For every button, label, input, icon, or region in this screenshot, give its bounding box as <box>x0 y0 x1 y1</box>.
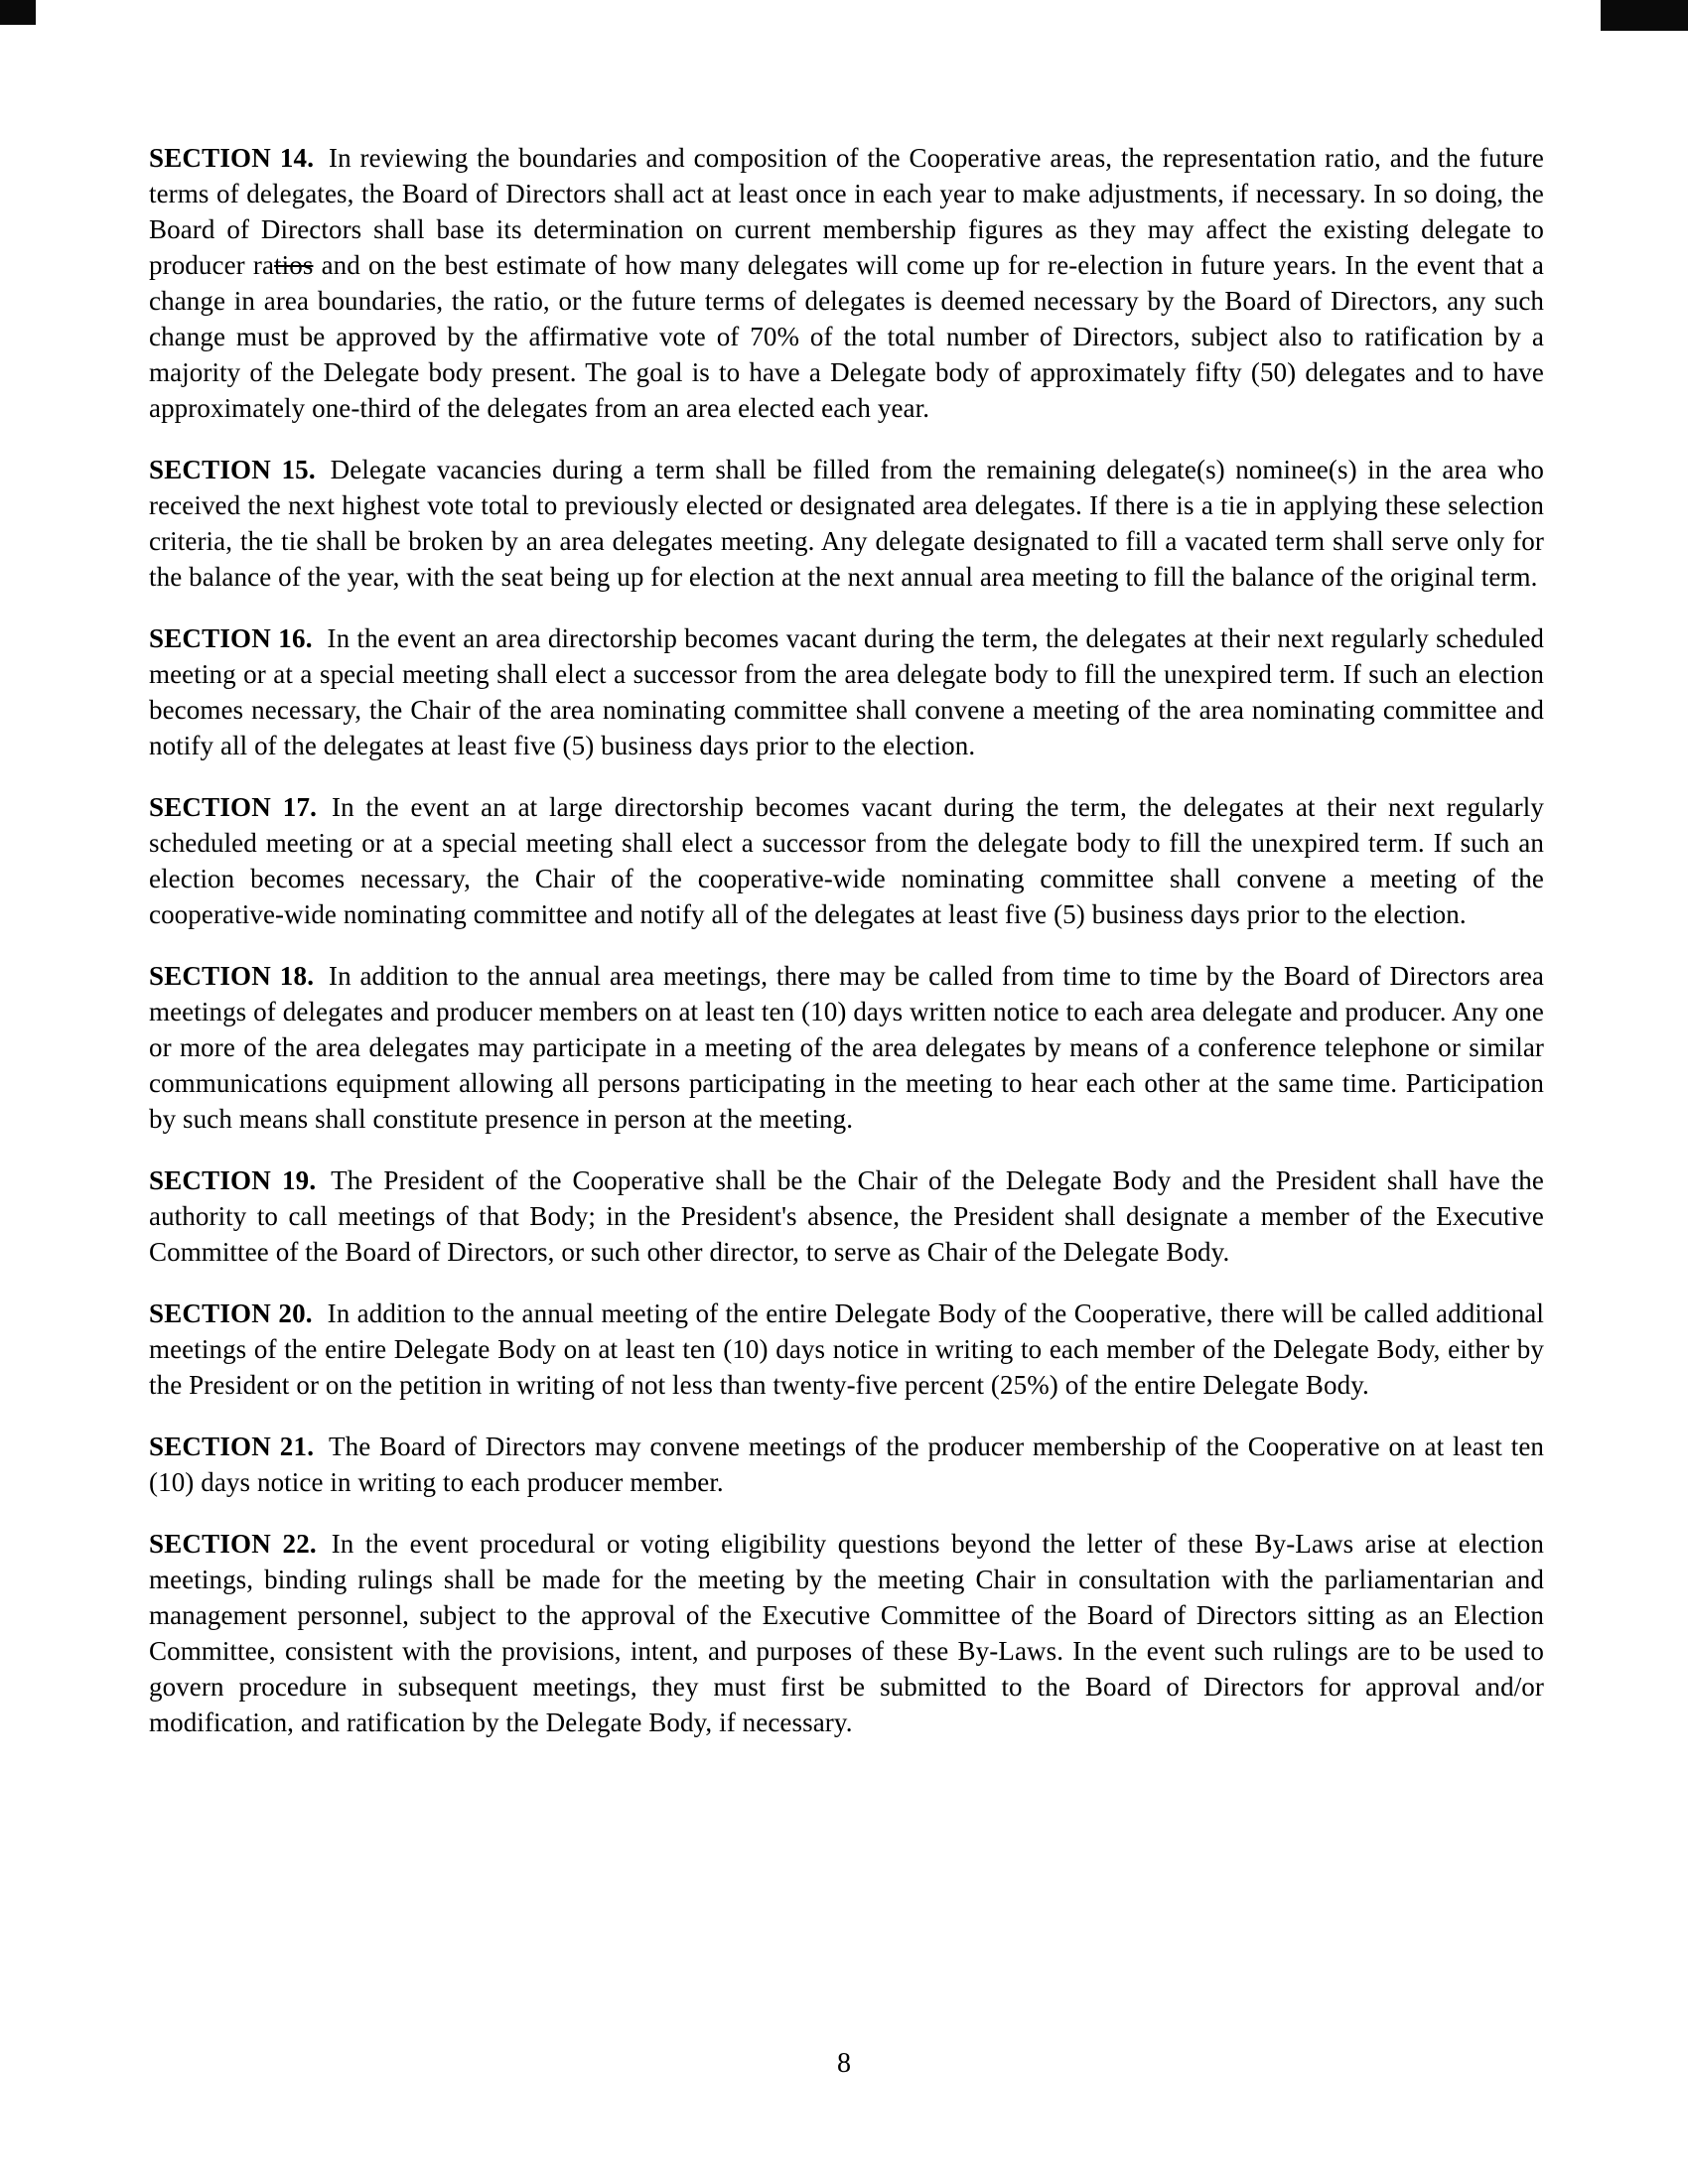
scan-artifact-top-right <box>1601 0 1688 31</box>
section-body-text: In the event an at large directorship becomes vacant during the term, the delegates at their next regularly scheduled meeting or at a special meeting shall elect a successor from the delegate body to fill the unexpired term. If such an election becomes necessary, the Chair of the cooperative-wide nominating committee shall convene a meeting of the cooperative-wide nominating committee and notify all of the delegates at least five (5) business days prior to the election. <box>149 792 1544 929</box>
bylaws-section-20 <box>149 1296 1544 1403</box>
section-body-text: In addition to the annual meeting of the entire Delegate Body of the Cooperative, there will be called additional meetings of the entire Delegate Body on at least ten (10) days notice in writing to each member of the Delegate Body, either by the President or on the petition in writing of not less than twenty-five percent (25%) of the entire Delegate Body. <box>149 1298 1544 1400</box>
bylaws-sections <box>149 140 1544 1740</box>
section-label: SECTION 18. <box>149 961 315 991</box>
struck-text: tios <box>274 250 314 280</box>
page-number: 8 <box>837 2048 851 2079</box>
bylaws-section-14 <box>149 140 1544 426</box>
section-body-text: The President of the Cooperative shall be the Chair of the Delegate Body and the President shall have the authority to call meetings of that Body; in the President's absence, the President shall designate a member of the Executive Committee of the Board of Directors, or such other director, to serve as Chair of the Delegate Body. <box>149 1165 1544 1267</box>
section-label: SECTION 22. <box>149 1529 317 1559</box>
bylaws-section-15 <box>149 452 1544 595</box>
bylaws-section-21 <box>149 1429 1544 1500</box>
section-label: SECTION 19. <box>149 1165 317 1195</box>
bylaws-section-22 <box>149 1526 1544 1740</box>
section-body-text: In the event procedural or voting eligibility questions beyond the letter of these By-Laws arise at election meetings, binding rulings shall be made for the meeting by the meeting Chair in consultation with the parliamentarian and management personnel, subject to the approval of the Executive Committee of the Board of Directors sitting as an Election Committee, consistent with the provisions, intent, and purposes of these By-Laws. In the event such rulings are to be used to govern procedure in subsequent meetings, they must first be submitted to the Board of Directors for approval and/or modification, and ratification by the Delegate Body, if necessary. <box>149 1529 1544 1737</box>
section-label: SECTION 21. <box>149 1432 315 1461</box>
section-body-text: In addition to the annual area meetings, there may be called from time to time by the Board of Directors area meetings of delegates and producer members on at least ten (10) days written notice to each area delegate and producer. Any one or more of the area delegates may participate in a meeting of the area delegates by means of a conference telephone or similar communications equipment allowing all persons participating in the meeting to hear each other at the same time. Participation by such means shall constitute presence in person at the meeting. <box>149 961 1544 1134</box>
bylaws-section-18 <box>149 958 1544 1137</box>
section-label: SECTION 16. <box>149 623 313 653</box>
section-body-text: and on the best estimate of how many delegates will come up for re-election in future years. In the event that a change in area boundaries, the ratio, or the future terms of delegates is deemed necessary by the Board of Directors, any such change must be approved by the affirmative vote of 70% of the total number of Directors, subject also to ratification by a majority of the Delegate body present. The goal is to have a Delegate body of approximately fifty (50) delegates and to have approximately one-third of the delegates from an area elected each year. <box>149 250 1544 423</box>
section-label: SECTION 20. <box>149 1298 313 1328</box>
section-label: SECTION 14. <box>149 143 315 173</box>
section-label: SECTION 15. <box>149 455 316 484</box>
bylaws-section-17 <box>149 789 1544 932</box>
section-body-text: In the event an area directorship becomes vacant during the term, the delegates at their next regularly scheduled meeting or at a special meeting shall elect a successor from the area delegate body to fill the unexpired term. If such an election becomes necessary, the Chair of the area nominating committee shall convene a meeting of the area nominating committee and notify all of the delegates at least five (5) business days prior to the election. <box>149 623 1544 760</box>
section-body-text: Delegate vacancies during a term shall be filled from the remaining delegate(s) nominee(s) in the area who received the next highest vote total to previously elected or designated area delegates. If there is a tie in applying these selection criteria, the tie shall be broken by an area delegates meeting. Any delegate designated to fill a vacated term shall serve only for the balance of the year, with the seat being up for election at the next annual area meeting to fill the balance of the original term. <box>149 455 1544 592</box>
scan-artifact-top-left <box>0 0 36 25</box>
section-body-text: The Board of Directors may convene meetings of the producer membership of the Cooperative on at least ten (10) days notice in writing to each producer member. <box>149 1432 1544 1497</box>
bylaws-section-19 <box>149 1162 1544 1270</box>
bylaws-section-16 <box>149 620 1544 763</box>
section-label: SECTION 17. <box>149 792 318 822</box>
section-body-text: In reviewing the boundaries and composition of the Cooperative areas, the representation ratio, and the future terms of delegates, the Board of Directors shall act at least once in each year to make adjustments, if necessary. In so doing, the Board of Directors shall base its determination on current membership figures as they may affect the existing delegate to producer ra <box>149 143 1544 280</box>
